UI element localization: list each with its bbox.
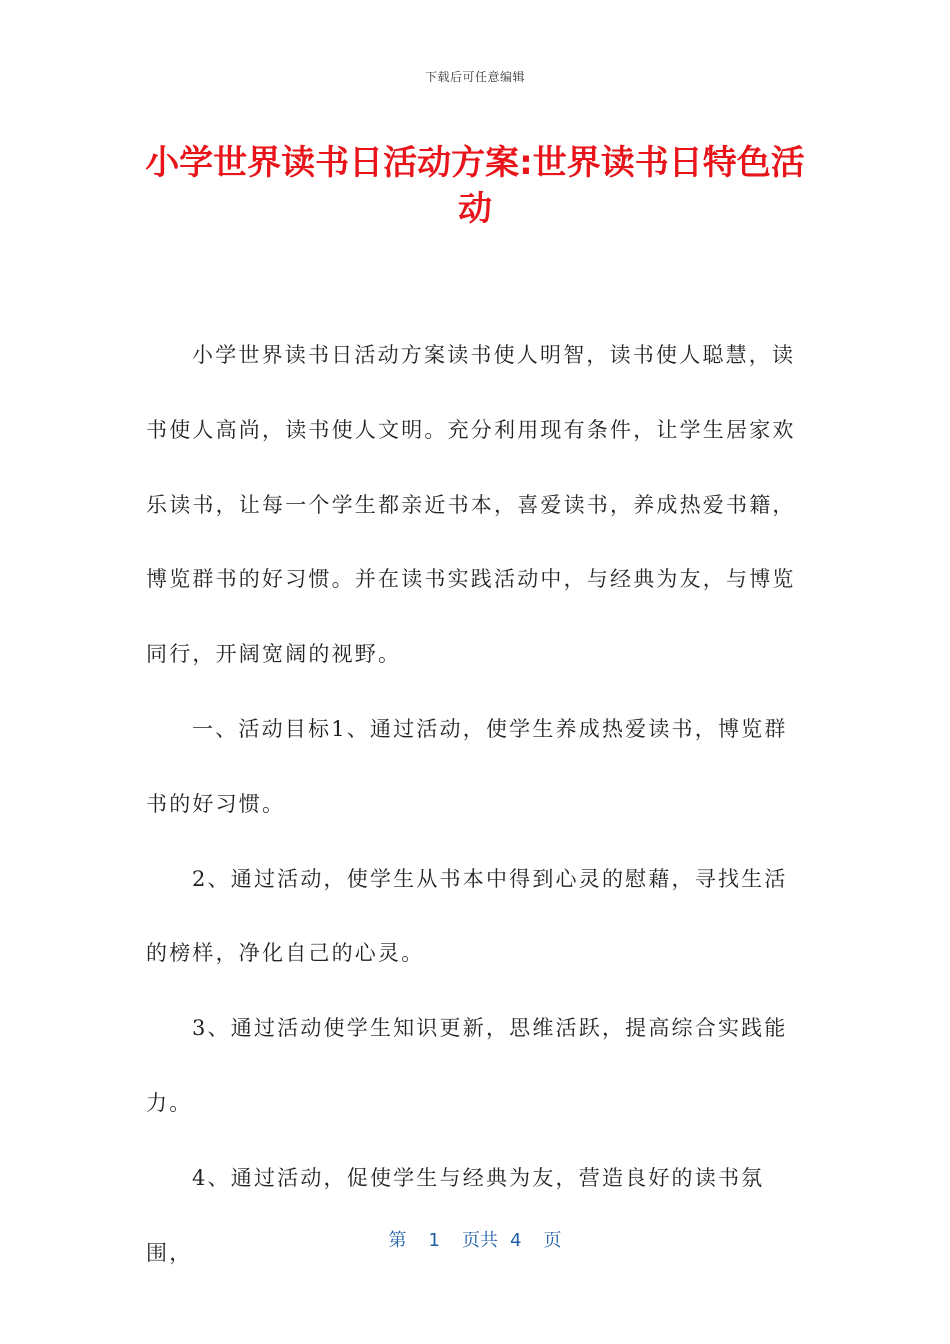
page-number-footer [0, 1226, 950, 1252]
footer-page-prefix: 第 [388, 1230, 407, 1251]
footer-total-pages: 4 [510, 1230, 522, 1251]
document-title: 小学世界读书日活动方案:世界读书日特色活动 [145, 143, 805, 229]
footer-current-page: 1 [428, 1230, 440, 1251]
header-note: 下载后可任意编辑 [424, 70, 525, 84]
paragraph-goal-1: 一、活动目标1、通过活动，使学生养成热爱读书，博览群书的好习惯。 [146, 716, 788, 816]
paragraph-goal-2: 2、通过活动，使学生从书本中得到心灵的慰藉，寻找生活的榜样，净化自己的心灵。 [146, 866, 788, 966]
footer-page-suffix: 页 [543, 1230, 562, 1251]
document-body [146, 318, 810, 1290]
footer-page-mid: 页共 [462, 1230, 498, 1251]
paragraph-goal-4: 4、通过活动，促使学生与经典为友，营造良好的读书氛围， [146, 1165, 765, 1265]
paragraph-intro: 小学世界读书日活动方案读书使人明智，读书使人聪慧，读书使人高尚，读书使人文明。充分利用现有条件，让学生居家欢乐读书，让每一个学生都亲近书本，喜爱读书，养成热爱书籍，博览群书的好习惯。并在读书实践活动中，与经典为友，与博览同行，开阔宽阔的视野。 [146, 343, 796, 667]
paragraph-goal-3: 3、通过活动使学生知识更新，思维活跃，提高综合实践能力。 [146, 1016, 788, 1115]
